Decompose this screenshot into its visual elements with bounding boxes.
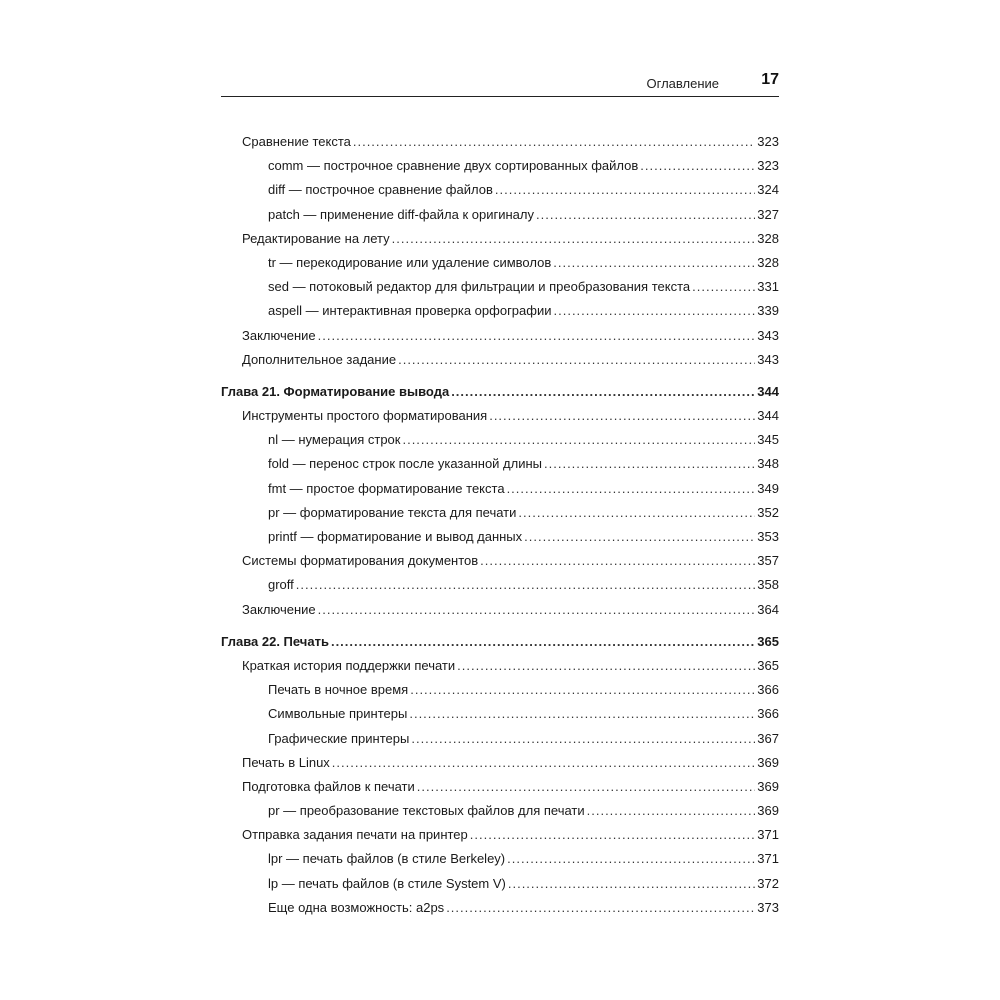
toc-entry[interactable] xyxy=(221,847,779,871)
toc-dot-leader xyxy=(398,348,755,372)
toc-entry[interactable] xyxy=(221,598,779,622)
toc-dot-leader xyxy=(507,847,755,871)
toc-entry-page: 366 xyxy=(757,682,779,698)
toc-entry[interactable] xyxy=(221,654,779,678)
toc-entry[interactable] xyxy=(221,275,779,299)
toc-entry[interactable] xyxy=(221,251,779,275)
toc-dot-leader xyxy=(495,178,755,202)
toc-entry-title: Печать в ночное время xyxy=(268,682,409,698)
toc-entry-page: 345 xyxy=(757,432,779,448)
toc-entry[interactable] xyxy=(221,872,779,896)
toc-entry[interactable] xyxy=(221,203,779,227)
toc-dot-leader xyxy=(480,549,755,573)
toc-dot-leader xyxy=(331,630,755,654)
toc-dot-leader xyxy=(640,154,755,178)
toc-dot-leader xyxy=(451,380,755,404)
toc-dot-leader xyxy=(417,775,756,799)
toc-entry-page: 366 xyxy=(757,706,779,722)
toc-dot-leader xyxy=(409,702,755,726)
toc-entry-title: Отправка задания печати на принтер xyxy=(242,827,468,843)
toc-entry[interactable] xyxy=(221,549,779,573)
toc-dot-leader xyxy=(318,324,756,348)
toc-dot-leader xyxy=(518,501,755,525)
toc-chapter-21 xyxy=(221,380,779,622)
toc-entry-page: 369 xyxy=(757,778,779,794)
toc-entry-page: 344 xyxy=(757,383,779,399)
toc-entry-page: 353 xyxy=(757,529,779,544)
toc-entry-title: fold — перенос строк после указанной длины xyxy=(268,456,543,472)
toc-entry-page: 352 xyxy=(757,504,779,520)
toc-dot-leader xyxy=(489,404,755,428)
toc-entry[interactable] xyxy=(221,227,779,251)
toc-entry-title: groff xyxy=(268,577,294,593)
toc-dot-leader xyxy=(544,452,755,476)
toc-entry-title: Заключение xyxy=(242,327,316,343)
toc-entry-page: 369 xyxy=(757,803,779,819)
toc-entry-title: Глава 22. Печать xyxy=(221,633,329,649)
table-of-contents xyxy=(221,130,779,920)
toc-entry-page: 348 xyxy=(757,456,779,472)
toc-entry[interactable] xyxy=(221,678,779,702)
toc-entry-page: 365 xyxy=(757,657,779,673)
toc-entry[interactable] xyxy=(221,299,779,323)
toc-dot-leader xyxy=(587,799,756,823)
toc-dot-leader xyxy=(402,428,755,452)
toc-entry-title: lp — печать файлов (в стиле System V) xyxy=(268,875,506,891)
toc-entry[interactable] xyxy=(221,154,779,178)
toc-dot-leader xyxy=(524,525,755,549)
toc-entry-page: 343 xyxy=(757,351,779,367)
toc-entry-page: 323 xyxy=(757,134,779,149)
toc-entry[interactable] xyxy=(221,178,779,202)
toc-dot-leader xyxy=(470,823,756,847)
page-header xyxy=(221,70,779,97)
toc-entry-title: comm — построчное сравнение двух сортированных файлов xyxy=(268,158,639,174)
toc-entry[interactable] xyxy=(221,799,779,823)
toc-chapter-entry[interactable] xyxy=(221,380,779,404)
toc-entry-title: Инструменты простого форматирования xyxy=(242,408,488,424)
toc-entry-page: 331 xyxy=(757,279,779,295)
toc-entry-title: nl — нумерация строк xyxy=(268,432,401,448)
toc-entry-title: printf — форматирование и вывод данных xyxy=(268,529,523,544)
toc-entry-title: Графические принтеры xyxy=(268,730,410,746)
toc-entry-page: 323 xyxy=(757,158,779,174)
toc-entry[interactable] xyxy=(221,727,779,751)
toc-entry[interactable] xyxy=(221,348,779,372)
toc-dot-leader xyxy=(692,275,755,299)
toc-entry-title: diff — построчное сравнение файлов xyxy=(268,182,493,198)
toc-entry-title: sed — потоковый редактор для фильтрации и преобразования текста xyxy=(268,279,691,295)
toc-entry-page: 372 xyxy=(757,875,779,891)
toc-dot-leader xyxy=(446,896,755,920)
toc-entry-title: Редактирование на лету xyxy=(242,230,390,246)
toc-dot-leader xyxy=(296,573,756,597)
toc-entry-title: fmt — простое форматирование текста xyxy=(268,480,505,496)
toc-entry-title: Печать в Linux xyxy=(242,754,330,770)
toc-entry-title: Подготовка файлов к печати xyxy=(242,778,415,794)
toc-entry-page: 373 xyxy=(757,899,779,915)
toc-entry-title: Заключение xyxy=(242,601,316,617)
toc-entry[interactable] xyxy=(221,702,779,726)
toc-entry-title: Символьные принтеры xyxy=(268,706,408,722)
toc-entry-title: patch — применение diff-файла к оригиналу xyxy=(268,206,534,222)
toc-entry-page: 369 xyxy=(757,754,779,770)
toc-entry[interactable] xyxy=(221,404,779,428)
toc-entry-page: 343 xyxy=(757,327,779,343)
toc-dot-leader xyxy=(457,654,755,678)
toc-entry-page: 328 xyxy=(757,254,779,270)
toc-entry[interactable] xyxy=(221,130,779,154)
toc-entry-title: Сравнение текста xyxy=(242,134,351,149)
toc-entry-page: 328 xyxy=(757,230,779,246)
toc-dot-leader xyxy=(353,130,755,154)
toc-entry[interactable] xyxy=(221,823,779,847)
page-number: 17 xyxy=(761,71,779,88)
toc-dot-leader xyxy=(554,299,756,323)
toc-entry-page: 339 xyxy=(757,303,779,319)
toc-entry-title: Системы форматирования документов xyxy=(242,553,479,569)
toc-dot-leader xyxy=(332,751,756,775)
toc-entry-title: Дополнительное задание xyxy=(242,351,397,367)
toc-entry[interactable] xyxy=(221,896,779,920)
toc-entry[interactable] xyxy=(221,751,779,775)
toc-dot-leader xyxy=(553,251,755,275)
toc-entry-page: 357 xyxy=(757,553,779,569)
toc-entry-title: Глава 21. Форматирование вывода xyxy=(221,383,450,399)
toc-entry-page: 367 xyxy=(757,730,779,746)
toc-chapter-entry[interactable] xyxy=(221,630,779,654)
toc-entry-page: 344 xyxy=(757,408,779,424)
toc-entry-title: Краткая история поддержки печати xyxy=(242,657,456,673)
toc-dot-leader xyxy=(318,598,756,622)
toc-entry-page: 358 xyxy=(757,577,779,593)
toc-entry[interactable] xyxy=(221,775,779,799)
toc-entry-page: 371 xyxy=(757,827,779,843)
toc-dot-leader xyxy=(411,727,755,751)
toc-entry-title: tr — перекодирование или удаление символов xyxy=(268,254,552,270)
toc-entry-title: aspell — интерактивная проверка орфографии xyxy=(268,303,552,319)
toc-entry[interactable] xyxy=(221,452,779,476)
toc-entry[interactable] xyxy=(221,525,779,549)
toc-dot-leader xyxy=(410,678,755,702)
toc-entry[interactable] xyxy=(221,324,779,348)
toc-entry[interactable] xyxy=(221,477,779,501)
toc-entry-page: 327 xyxy=(757,206,779,222)
toc-entry-page: 365 xyxy=(757,633,779,649)
toc-entry[interactable] xyxy=(221,428,779,452)
toc-entry[interactable] xyxy=(221,501,779,525)
running-header-title: Оглавление xyxy=(646,76,719,91)
toc-entry-page: 371 xyxy=(757,851,779,867)
toc-dot-leader xyxy=(392,227,756,251)
toc-entry[interactable] xyxy=(221,573,779,597)
toc-entry-title: Еще одна возможность: a2ps xyxy=(268,899,445,915)
toc-dot-leader xyxy=(508,872,755,896)
toc-chapter-22 xyxy=(221,630,779,920)
toc-entry-page: 349 xyxy=(757,480,779,496)
toc-entry-page: 364 xyxy=(757,601,779,617)
toc-entry-title: pr — преобразование текстовых файлов для печати xyxy=(268,803,585,819)
toc-entry-title: lpr — печать файлов (в стиле Berkeley) xyxy=(268,851,506,867)
toc-dot-leader xyxy=(536,203,755,227)
toc-section-continued xyxy=(221,130,779,372)
toc-entry-title: pr — форматирование текста для печати xyxy=(268,504,517,520)
toc-dot-leader xyxy=(507,477,756,501)
toc-entry-page: 324 xyxy=(757,182,779,198)
